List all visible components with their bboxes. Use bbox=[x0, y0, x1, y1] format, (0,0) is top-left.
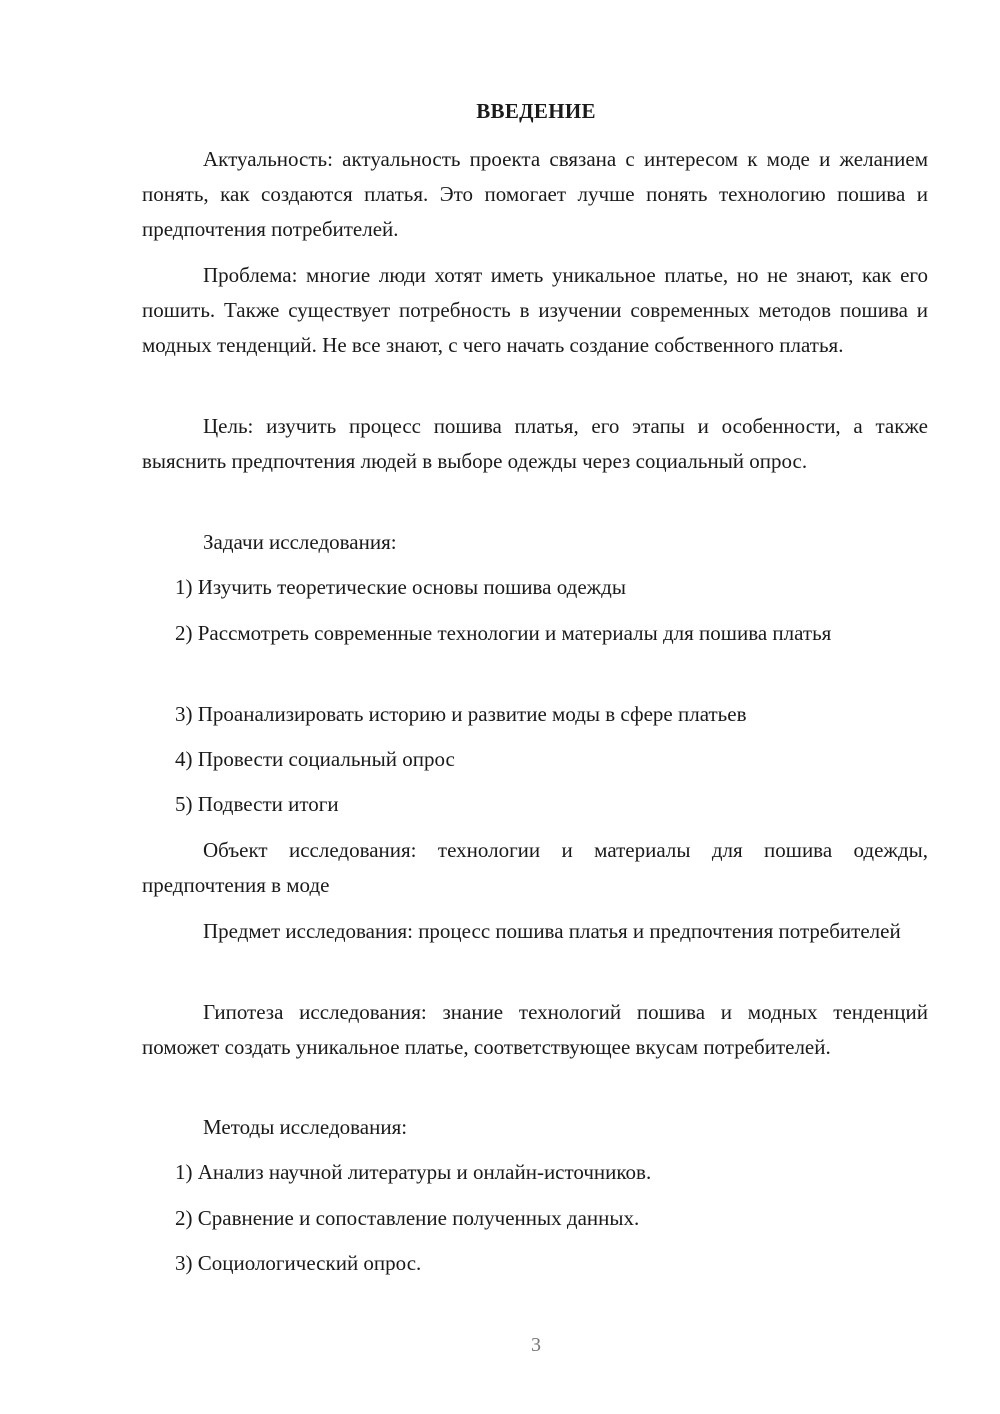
task-item-5: 5) Подвести итоги bbox=[175, 792, 339, 816]
method-item-2: 2) Сравнение и сопоставление полученных данных. bbox=[175, 1206, 640, 1230]
method-item-1: 1) Анализ научной литературы и онлайн-источников. bbox=[175, 1160, 652, 1184]
relevance-paragraph: Актуальность: актуальность проекта связана с интересом к моде и желанием понять, как создаются платья. Это помогает лучше понять технологию пошива и предпочтения потребителей. bbox=[142, 147, 928, 241]
task-item-1: 1) Изучить теоретические основы пошива одежды bbox=[175, 575, 626, 599]
tasks-heading: Задачи исследования: bbox=[203, 530, 397, 554]
hypothesis-paragraph: Гипотеза исследования: знание технологий пошива и модных тенденций поможет создать уникальное платье, соответствующее вкусам потребителей. bbox=[142, 1000, 928, 1059]
method-item-3: 3) Социологический опрос. bbox=[175, 1251, 422, 1275]
task-item-3: 3) Проанализировать историю и развитие моды в сфере платьев bbox=[175, 702, 747, 726]
task-item-2: 2) Рассмотреть современные технологии и материалы для пошива платья bbox=[175, 621, 832, 645]
task-item-4: 4) Провести социальный опрос bbox=[175, 747, 455, 771]
page-number: 3 bbox=[531, 1334, 541, 1356]
object-paragraph: Объект исследования: технологии и материалы для пошива одежды, предпочтения в моде bbox=[142, 838, 928, 897]
goal-paragraph: Цель: изучить процесс пошива платья, его этапы и особенности, а также выяснить предпочтения людей в выборе одежды через социальный опрос. bbox=[142, 414, 928, 473]
problem-paragraph: Проблема: многие люди хотят иметь уникальное платье, но не знают, как его пошить. Также существует потребность в изучении современных методов пошива и модных тенденций. Не все знают, с чего начать создание собственного платья. bbox=[142, 263, 928, 357]
page-title: ВВЕДЕНИЕ bbox=[476, 99, 596, 123]
methods-heading: Методы исследования: bbox=[203, 1115, 408, 1139]
subject-paragraph: Предмет исследования: процесс пошива платья и предпочтения потребителей bbox=[203, 919, 901, 943]
